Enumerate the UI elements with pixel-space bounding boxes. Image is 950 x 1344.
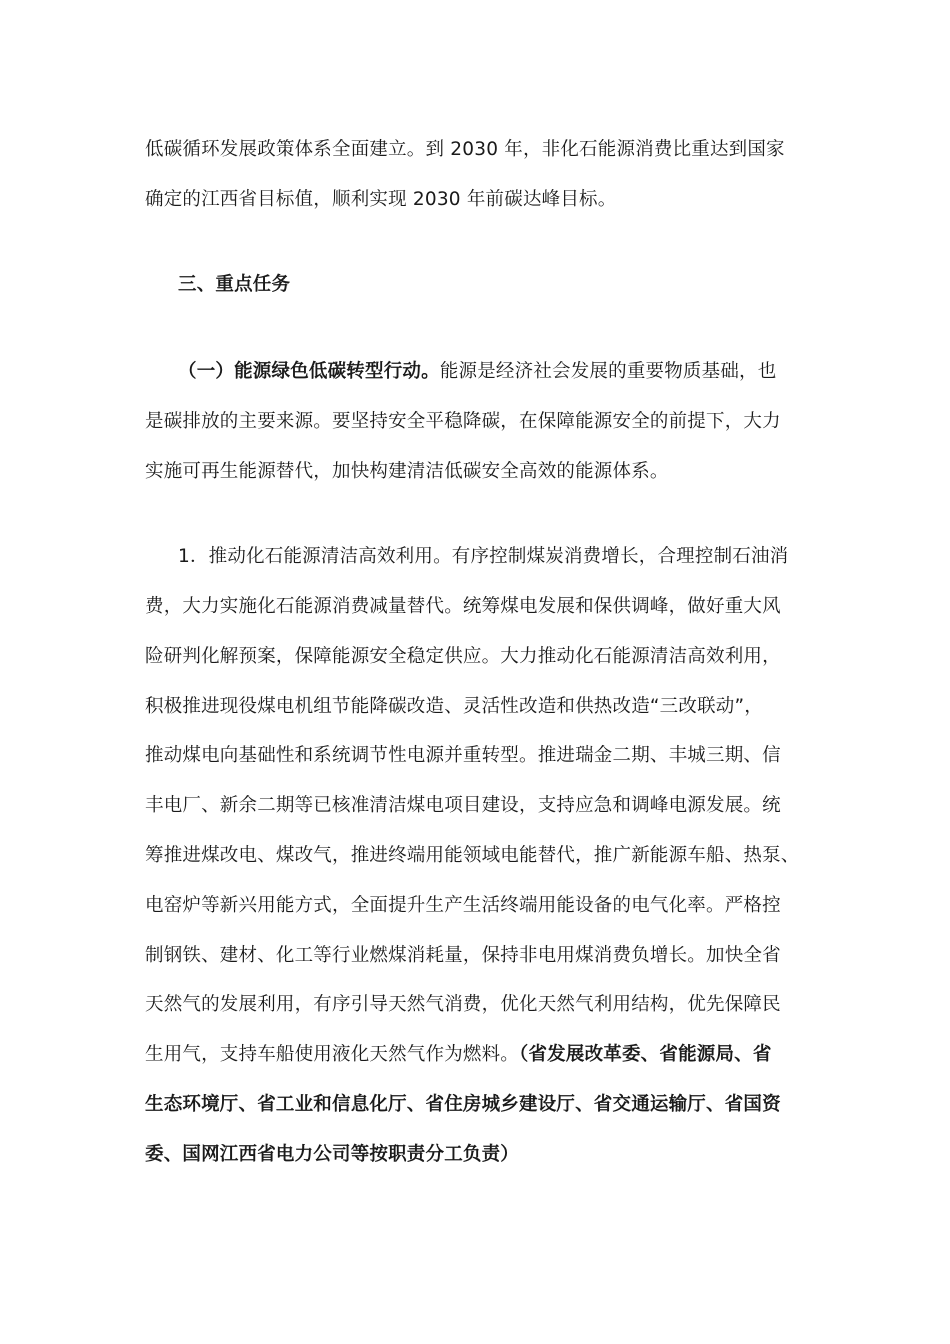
item-1-line-5: 推动煤电向基础性和系统调节性电源并重转型。推进瑞金二期、丰城三期、信	[145, 745, 781, 766]
item-1-line-3: 险研判化解预案，保障能源安全稳定供应。大力推动化石能源清洁高效利用，	[145, 646, 781, 667]
item-1-line-2: 费，大力实施化石能源消费减量替代。统筹煤电发展和保供调峰，做好重大风	[145, 596, 781, 617]
item-1-responsibility-line-3: 委、国网江西省电力公司等按职责分工负责）	[145, 1144, 520, 1165]
item-1-line-1: 1．推动化石能源清洁高效利用。有序控制煤炭消费增长，合理控制石油消	[178, 546, 789, 567]
item-1-line-8: 电窑炉等新兴用能方式，全面提升生产生活终端用能设备的电气化率。严格控	[145, 895, 781, 916]
item-1-line-6: 丰电厂、新余二期等已核准清洁煤电项目建设，支持应急和调峰电源发展。统	[145, 795, 781, 816]
item-1-line-9: 制钢铁、建材、化工等行业燃煤消耗量，保持非电用煤消费负增长。加快全省	[145, 945, 781, 966]
item-1-line-11	[145, 1041, 772, 1069]
subsection-1-title: （一）能源绿色低碳转型行动。	[178, 361, 440, 382]
item-1-line-10: 天然气的发展利用，有序引导天然气消费，优化天然气利用结构，优先保障民	[145, 994, 781, 1015]
subsection-1-line-1-text: 能源是经济社会发展的重要物质基础，也	[439, 361, 777, 382]
subsection-1-line-2: 是碳排放的主要来源。要坚持安全平稳降碳，在保障能源安全的前提下，大力	[145, 411, 781, 432]
item-1-responsibility-line-2: 生态环境厅、省工业和信息化厅、省住房城乡建设厅、省交通运输厅、省国资	[145, 1094, 781, 1115]
subsection-1-line-3: 实施可再生能源替代，加快构建清洁低碳安全高效的能源体系。	[145, 461, 669, 482]
item-1-line-11-text: 生用气，支持车船使用液化天然气作为燃料。	[145, 1044, 520, 1065]
intro-line-2: 确定的江西省目标值，顺利实现 2030 年前碳达峰目标。	[145, 189, 617, 210]
intro-line-1: 低碳循环发展政策体系全面建立。到 2030 年，非化石能源消费比重达到国家	[145, 139, 785, 160]
item-1-responsibility-start: （省发展改革委、省能源局、省	[519, 1044, 772, 1065]
item-1-line-4: 积极推进现役煤电机组节能降碳改造、灵活性改造和供热改造“三改联动”，	[145, 696, 763, 717]
item-1-line-7: 筹推进煤改电、煤改气，推进终端用能领域电能替代，推广新能源车船、热泵、	[145, 845, 800, 866]
subsection-1-line-1	[178, 358, 776, 386]
section-heading: 三、重点任务	[178, 274, 291, 295]
